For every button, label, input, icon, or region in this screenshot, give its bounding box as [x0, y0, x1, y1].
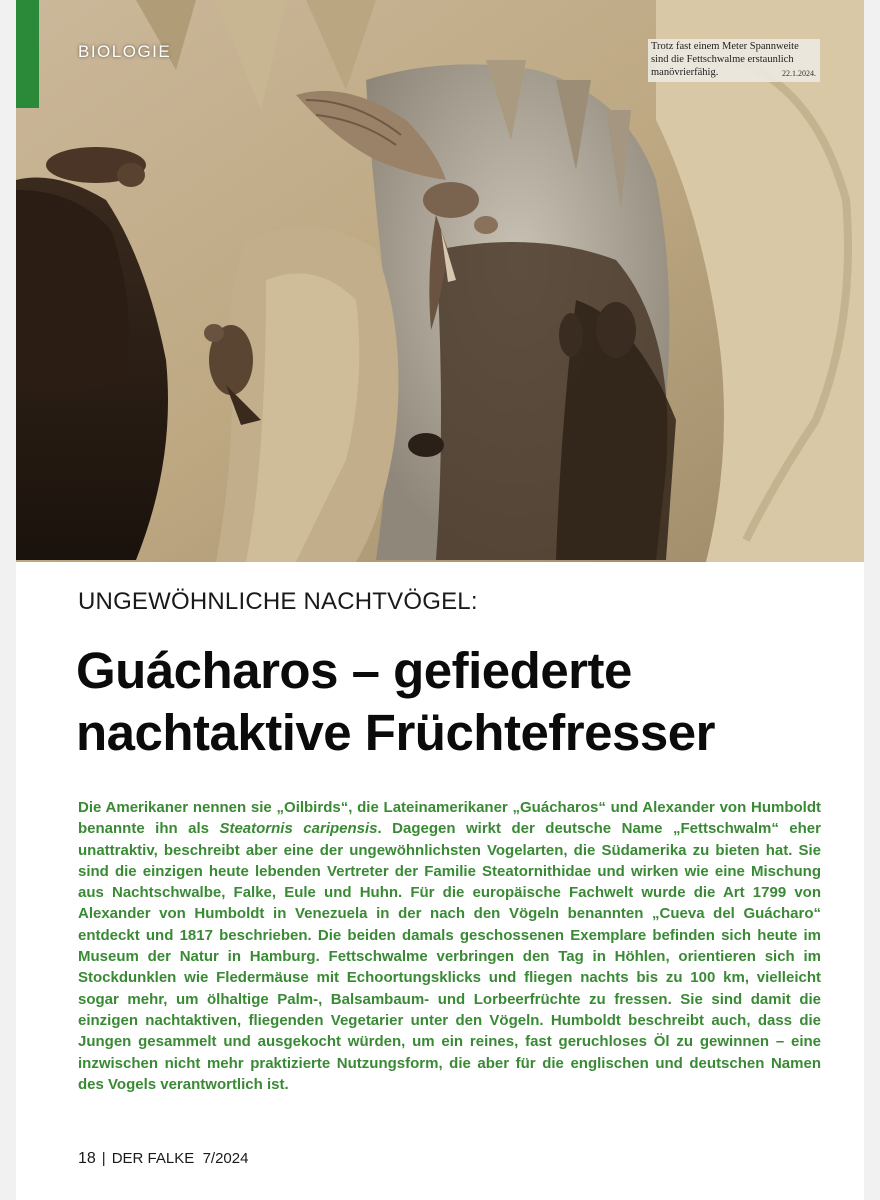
- headline-line-2: nachtaktive Früchtefresser: [76, 704, 715, 761]
- lead-text-part-2: . Dagegen wirkt der deutsche Name „Fettschwalm“ eher unattraktiv, beschreibt aber eine der ungewöhnlichsten Vogelarten, die Südamerika zu bieten hat. Sie sind die einzigen heute lebenden Vertreter der Familie Steatornithidae und wirken wie eine Mischung aus Nachtschwalbe, Falke, Eule und Huhn. Für die europäische Fachwelt wurde die Art 1799 von Alexander von Humboldt in Venezuela in der nach den Vögeln benannten „Cueva del Guácharo“ entdeckt und 1817 beschrieben. Die beiden damals geschossenen Exemplare befinden sich heute im Museum der Natur in Hamburg. Fettschwalme verbringen den Tag in Höhlen, orientieren sich im Stockdunklen wie Fledermäuse mit Echoortungsklicks und fliegen nachts bis zu 100 km, vielleicht sogar mehr, um ölhaltige Palm-, Balsambaum- und Lorbeerfrüchte zu fressen. Sie sind damit die einzigen nachtaktiven, fliegenden Vegetarier unter den Vögeln. Humboldt beschreibt auch, dass die Jungen gesammelt und ausgekocht würden, um ein reines, fast geruchloses Öl zu gewinnen – eine inzwischen nicht mehr praktizierte Nutzungsform, die aber für die englischen und deutschen Namen des Vogels verantwortlich ist.: [78, 820, 821, 1093]
- magazine-name: DER FALKE: [111, 1150, 195, 1167]
- section-accent-bar: [16, 0, 39, 108]
- cave-photo-illustration: [16, 0, 864, 562]
- caption-date: 22.1.2024.: [782, 69, 816, 78]
- article-lead: [78, 797, 821, 1095]
- issue-number: 7/2024: [202, 1150, 249, 1167]
- caption-text: Trotz fast einem Meter Spannweite sind die Fettschwalme erstaunlich manövrierfähig.: [651, 41, 799, 78]
- hero-photo: [16, 0, 864, 562]
- section-label: BIOLOGIE: [78, 42, 172, 61]
- article-kicker: UNGEWÖHNLICHE NACHTVÖGEL:: [78, 588, 478, 615]
- article-headline: [76, 640, 866, 764]
- lead-text-part-1: Die Amerikaner nennen sie „Oilbirds“, die Lateinamerikaner „Guácharos“ und Alexander von Humboldt benannte ihn als: [78, 799, 821, 838]
- page-footer: [78, 1150, 248, 1168]
- headline-line-1: Guácharos – gefiederte: [76, 642, 632, 699]
- page-number: 18: [78, 1150, 96, 1167]
- photo-caption: [648, 39, 820, 82]
- lead-species-name: Steatornis caripensis: [219, 820, 378, 838]
- footer-separator: |: [101, 1150, 106, 1167]
